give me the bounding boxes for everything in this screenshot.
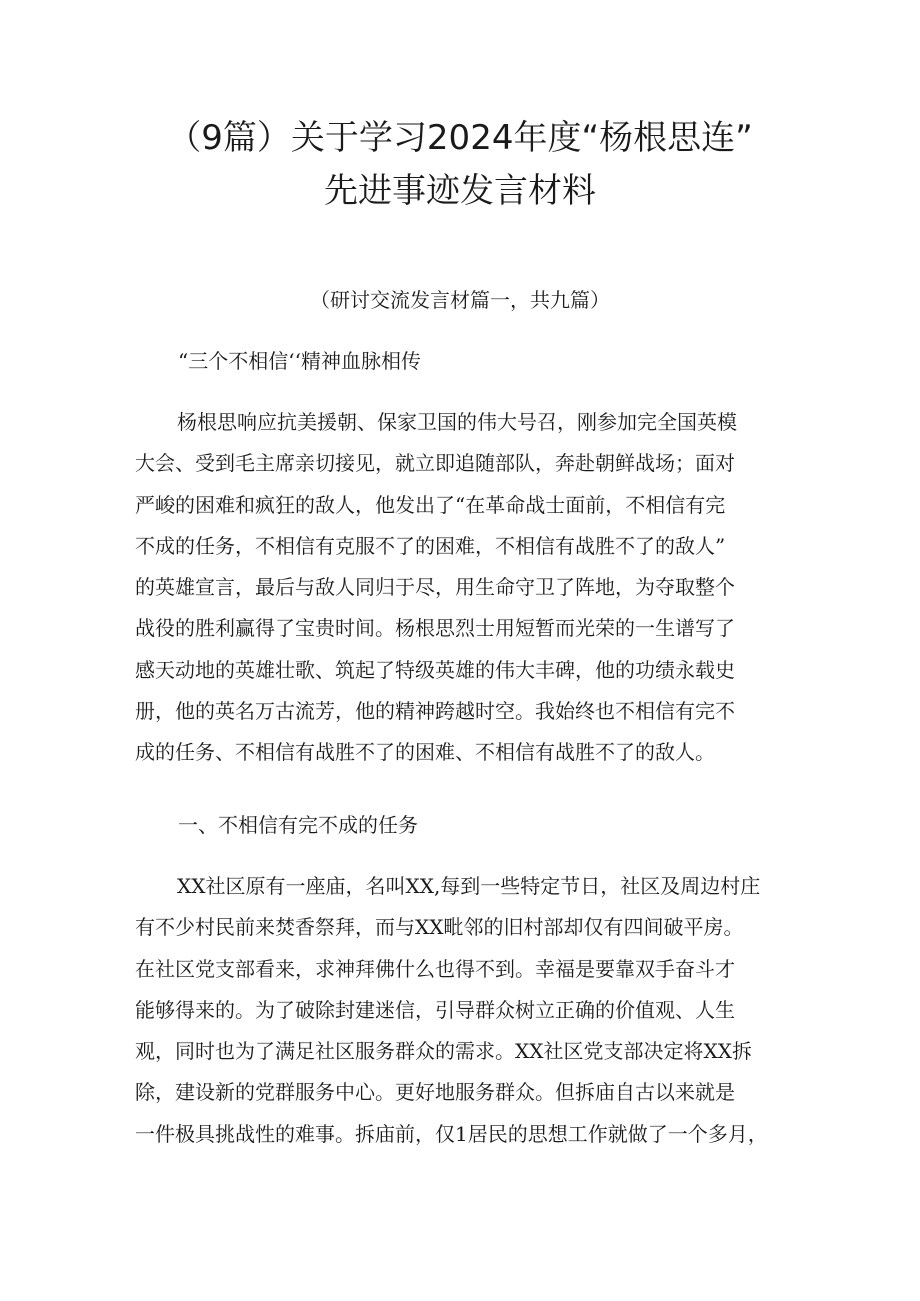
document-title-line-2: 先进事迹发言材料 bbox=[324, 171, 596, 211]
paragraph-line: 一件极具挑战性的难事。拆庙前，仅1居民的思想工作就做了一个多月， bbox=[135, 1121, 768, 1146]
paragraph-line: 的英雄宣言，最后与敌人同归于尽，用生命守卫了阵地，为夺取整个 bbox=[135, 575, 735, 600]
paragraph-line: 成的任务、不相信有战胜不了的困难、不相信有战胜不了的敌人。 bbox=[135, 740, 715, 765]
paragraph-line: 有不少村民前来焚香祭拜，而与XX毗邻的旧村部却仅有四间破平房。 bbox=[135, 915, 744, 940]
section-heading-spirit: “三个不相信‘‘精神血脉相传 bbox=[178, 349, 421, 373]
paragraph-line: 杨根思响应抗美援朝、保家卫国的伟大号召，刚参加完全国英模 bbox=[177, 410, 737, 434]
paragraph-line: 不成的任务，不相信有克服不了的困难，不相信有战胜不了的敌人” bbox=[135, 533, 726, 558]
paragraph-community bbox=[135, 866, 795, 1155]
document-title-line-1: （9篇）关于学习2024年度“杨根思连” bbox=[167, 118, 753, 158]
paragraph-line: XX社区原有一座庙，名叫XX,每到一些特定节日，社区及周边村庄 bbox=[177, 874, 761, 898]
paragraph-line: 感天动地的英雄壮歌、筑起了特级英雄的伟大丰碑，他的功绩永载史 bbox=[135, 657, 735, 682]
section-heading-task: 一、不相信有完不成的任务 bbox=[178, 813, 418, 837]
paragraph-line: 观，同时也为了满足社区服务群众的需求。XX社区党支部决定将XX拆 bbox=[135, 1039, 752, 1064]
document-subtitle: （研讨交流发言材篇一，共九篇） bbox=[310, 288, 610, 312]
paragraph-line: 大会、受到毛主席亲切接见，就立即追随部队，奔赴朝鲜战场；面对 bbox=[135, 451, 735, 476]
paragraph-yang-gensi bbox=[135, 402, 795, 774]
paragraph-line: 在社区党支部看来，求神拜佛什么也得不到。幸福是要靠双手奋斗才 bbox=[135, 956, 735, 981]
paragraph-line: 册，他的英名万古流芳，他的精神跨越时空。我始终也不相信有完不 bbox=[135, 699, 735, 724]
paragraph-line: 除，建设新的党群服务中心。更好地服务群众。但拆庙自古以来就是 bbox=[135, 1080, 735, 1105]
paragraph-line: 能够得来的。为了破除封建迷信，引导群众树立正确的价值观、人生 bbox=[135, 997, 735, 1022]
paragraph-line: 战役的胜利赢得了宝贵时间。杨根思烈士用短暂而光荣的一生谱写了 bbox=[135, 616, 735, 641]
paragraph-line: 严峻的困难和疯狂的敌人，他发出了“在革命战士面前，不相信有完 bbox=[135, 492, 726, 517]
